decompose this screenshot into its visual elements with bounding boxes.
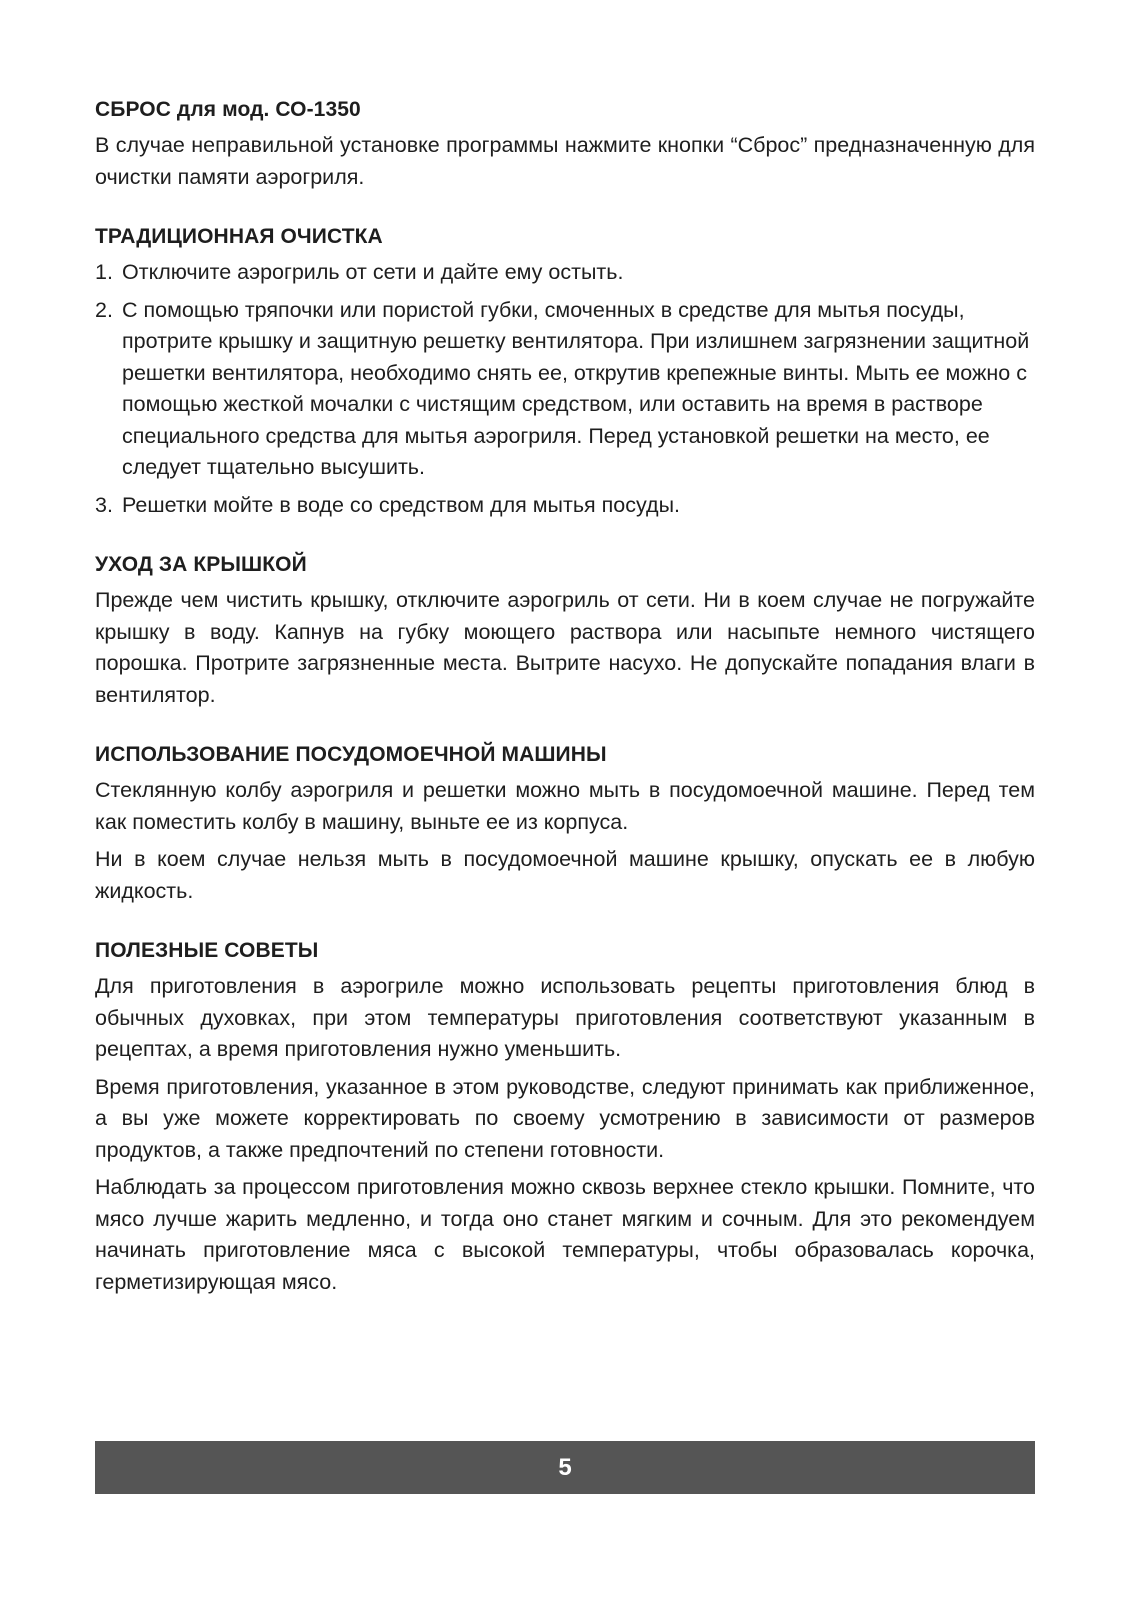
section-reset bbox=[95, 96, 1035, 193]
section-dishwasher bbox=[95, 741, 1035, 907]
list-item-text: Отключите аэрогриль от сети и дайте ему остыть. bbox=[122, 260, 624, 284]
paragraph: Прежде чем чистить крышку, отключите аэрогриль от сети. Ни в коем случае не погружайте крышку в воду. Капнув на губку моющего раствора или насыпьте немного чистящего порошка. Протрите загрязненные места. Вытрите насухо. Не допускайте попадания влаги в вентилятор. bbox=[95, 588, 1035, 707]
list-item-number: 2. bbox=[95, 297, 113, 322]
list-item-number: 1. bbox=[95, 260, 113, 284]
section-heading: ИСПОЛЬЗОВАНИЕ ПОСУДОМОЕЧНОЙ МАШИНЫ bbox=[95, 743, 607, 766]
list-item-number: 3. bbox=[95, 492, 113, 517]
section-useful-tips bbox=[95, 937, 1035, 1298]
section-heading: ПОЛЕЗНЫЕ СОВЕТЫ bbox=[95, 939, 319, 962]
list-item bbox=[95, 295, 1035, 484]
paragraph: Время приготовления, указанное в этом руководстве, следуют принимать как приближенное, а вы уже можете корректировать по своему усмотрению в зависимости от размеров продуктов, а также предпочтений по степени готовности. bbox=[95, 1074, 1035, 1162]
list-item bbox=[95, 257, 1035, 289]
section-heading: УХОД ЗА КРЫШКОЙ bbox=[95, 553, 307, 576]
section-lid-care bbox=[95, 551, 1035, 711]
section-heading: СБРОС для мод. СО-1350 bbox=[95, 98, 361, 121]
list-item-text: С помощью тряпочки или пористой губки, смоченных в средстве для мытья посуды, протрите крышку и защитную решетку вентилятора. При излишнем загрязнении защитной решетки вентилятора, необходимо снять ее, открутив крепежные винты. Мыть ее можно с помощью жесткой мочалки с чистящим средством, или оставить на время в растворе специального средства для мытья аэрогриля. Перед установкой решетки на место, ее следует тщательно высушить. bbox=[122, 297, 1030, 479]
list-item-text: Решетки мойте в воде со средством для мытья посуды. bbox=[122, 492, 681, 517]
section-heading: ТРАДИЦИОННАЯ ОЧИСТКА bbox=[95, 225, 383, 248]
paragraph: Для приготовления в аэрогриле можно использовать рецепты приготовления блюд в обычных духовках, при этом температуры приготовления соответствуют указанным в рецептах, а время приготовления нужно уменьшить. bbox=[95, 974, 1035, 1061]
paragraph: В случае неправильной установке программы нажмите кнопки “Сброс” предназначенную для очистки памяти аэрогриля. bbox=[95, 133, 1035, 189]
paragraph: Ни в коем случае нельзя мыть в посудомоечной машине крышку, опускать ее в любую жидкость. bbox=[95, 847, 1035, 903]
page-number-bar bbox=[95, 1441, 1035, 1494]
page-content bbox=[95, 96, 1035, 1328]
page-number: 5 bbox=[558, 1453, 572, 1481]
numbered-list bbox=[95, 257, 1035, 521]
paragraph: Наблюдать за процессом приготовления можно сквозь верхнее стекло крышки. Помните, что мясо лучше жарить медленно, и тогда оно станет мягким и сочным. Для это рекомендуем начинать приготовление мяса с высокой температуры, чтобы образовалась корочка, герметизирующая мясо. bbox=[95, 1175, 1035, 1294]
paragraph: Стеклянную колбу аэрогриля и решетки можно мыть в посудомоечной машине. Перед тем как поместить колбу в машину, выньте ее из корпуса. bbox=[95, 778, 1035, 834]
list-item bbox=[95, 490, 1035, 522]
section-traditional-cleaning bbox=[95, 223, 1035, 521]
